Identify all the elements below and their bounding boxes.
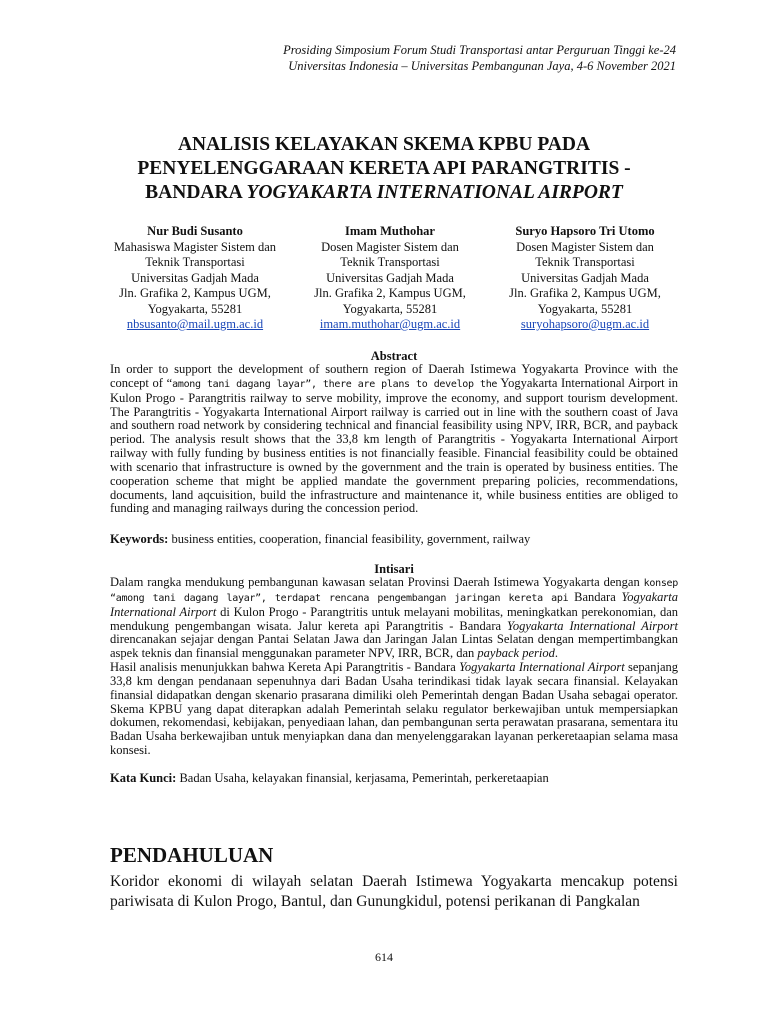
author-name: Imam Muthohar xyxy=(345,224,435,238)
kata-kunci-text: Badan Usaha, kelayakan finansial, kerjasama, Pemerintah, perkeretaapian xyxy=(176,771,549,785)
author-institution: Universitas Gadjah Mada xyxy=(521,270,649,285)
author-name: Suryo Hapsoro Tri Utomo xyxy=(515,224,655,238)
author-role: Dosen Magister Sistem dan xyxy=(516,239,654,254)
kata-kunci-label: Kata Kunci: xyxy=(110,771,177,785)
intisari-text: Dalam rangka mendukung pembangunan kawasan selatan Provinsi Daerah Istimewa Yogyakarta dengan konsep “among tani dagang layar”, terdapat rencana pengembangan jaringan kereta api Bandara Yogyakarta International Airport di Kulon Progo - Parangtritis untuk melayani mobilitas, meningkatkan perekonomian, dan mendukung pengembangan wisata. Jalur kereta api Parangtritis - Bandara Yogyakarta International Airport direncanakan sejajar dengan Pantai Selatan Jawa dan Jaringan Jalan Lintas Selatan dengan mempertimbangkan aspek teknis dan finansial menggunakan parameter NPV, IRR, BCR, dan payback period. Hasil analisis menunjukkan bahwa Kereta Api Parangtritis - Bandara Yogyakarta International Airport sepanjang 33,8 km dengan pendanaan sepenuhnya dari Badan Usaha terindikasi tidak layak secara finansial. Kelayakan finansial didapatkan dengan skenario prasarana dimiliki oleh Pemerintah dengan Badan Usaha sebagai operator. Skema KPBU yang dapat diterapkan adalah Pemerintah selaku regulator berkewajiban untuk mempersiapkan dokumen, rekomendasi, kebijakan, penyediaan lahan, dan pembangunan serta perawatan prasarana, sementara itu Badan Usaha berkewajiban untuk menyiapkan dana dan menyelenggarakan layanan perkeretaapian selama masa konsesi. xyxy=(110,575,679,758)
author-address: Jln. Grafika 2, Kampus UGM, xyxy=(509,286,661,300)
title-line3-italic: YOGYAKARTA INTERNATIONAL AIRPORT xyxy=(246,182,623,203)
author-email-link[interactable]: suryohapsoro@ugm.ac.id xyxy=(520,317,650,331)
author-role: Teknik Transportasi xyxy=(340,255,440,269)
keywords-text: business entities, cooperation, financial feasibility, government, railway xyxy=(168,532,531,546)
author-role: Mahasiswa Magister Sistem dan xyxy=(113,239,277,254)
author-address: Jln. Grafika 2, Kampus UGM, xyxy=(314,286,466,300)
author-block xyxy=(100,224,290,333)
author-city: Yogyakarta, 55281 xyxy=(147,301,243,316)
author-role: Teknik Transportasi xyxy=(145,255,245,269)
author-city: Yogyakarta, 55281 xyxy=(537,301,633,316)
paper-title xyxy=(90,133,678,205)
abstract-heading: Abstract xyxy=(370,349,418,363)
title-line3: BANDARA xyxy=(145,182,247,203)
author-institution: Universitas Gadjah Mada xyxy=(131,270,259,285)
author-city: Yogyakarta, 55281 xyxy=(342,301,438,316)
running-head-line1: Prosiding Simposium Forum Studi Transportasi antar Perguruan Tinggi ke-24 xyxy=(283,43,676,57)
intisari-heading: Intisari xyxy=(374,562,414,576)
author-role: Teknik Transportasi xyxy=(535,255,635,269)
keywords-line xyxy=(110,532,678,547)
section-body: Koridor ekonomi di wilayah selatan Daerah Istimewa Yogyakarta mencakup potensi pariwisata di Kulon Progo, Bantul, dan Gunungkidul, potensi perikanan di Pangkalan xyxy=(110,873,678,910)
author-role: Dosen Magister Sistem dan xyxy=(321,239,459,254)
running-head-line2: Universitas Indonesia – Universitas Pembangunan Jaya, 4-6 November 2021 xyxy=(288,59,676,73)
author-email-link[interactable]: nbsusanto@mail.ugm.ac.id xyxy=(126,317,264,331)
author-block xyxy=(490,224,680,333)
abstract-text: In order to support the development of southern region of Daerah Istimewa Yogyakarta Province with the concept of “among tani dagang layar”, there are plans to develop the Yogyakarta International Airport in Kulon Progo - Parangtritis railway to serve mobility, improve the economy, and support tourism development. The Parangtritis - Yogyakarta International Airport railway is carried out in line with the southern coast of Java and southern road network by considering technical and financial feasibility using NPV, IRR, BCR, and payback period. The analysis result shows that the 33,8 km length of Parangtritis - Yogyakarta International Airport railway with fully funding by business entities is not financially feasible. Financial feasibility could be obtained with scenario that infrastructure is owned by the government and the train is operated by business entities. The cooperation scheme that might be applied mandate the government preparing policies, recommendations, documents, land aqcuisition, build the infrastructure and maintenance it, while business entities are obliged to funding and managing railways during the concession period. xyxy=(110,362,678,516)
title-line2: PENYELENGGARAAN KERETA API PARANGTRITIS - xyxy=(137,158,631,179)
page-number: 614 xyxy=(375,950,393,964)
running-head xyxy=(283,42,676,74)
section-heading: PENDAHULUAN xyxy=(110,843,274,867)
keywords-label: Keywords: xyxy=(110,532,169,546)
author-address: Jln. Grafika 2, Kampus UGM, xyxy=(119,286,271,300)
author-email-link[interactable]: imam.muthohar@ugm.ac.id xyxy=(319,317,461,331)
kata-kunci-line xyxy=(110,771,678,786)
title-line1: ANALISIS KELAYAKAN SKEMA KPBU PADA xyxy=(177,134,591,155)
author-name: Nur Budi Susanto xyxy=(147,224,243,238)
author-list xyxy=(100,224,680,333)
author-block xyxy=(295,224,485,333)
author-institution: Universitas Gadjah Mada xyxy=(326,270,454,285)
